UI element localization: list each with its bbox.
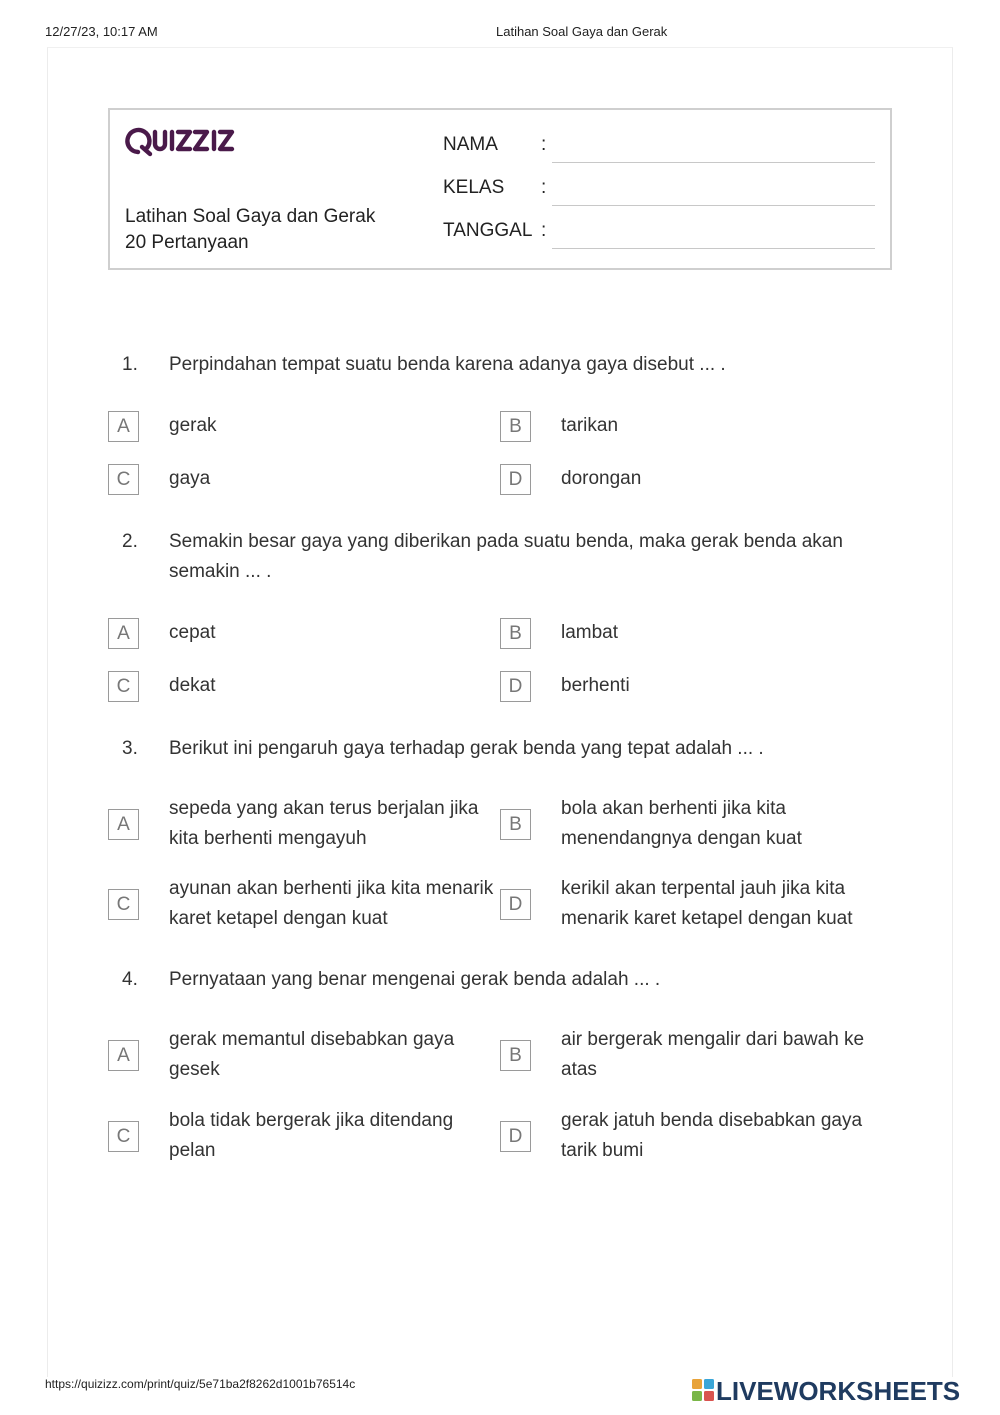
date-label: TANGGAL: [443, 220, 533, 241]
option-1d-text: dorongan: [561, 468, 642, 489]
quiz-title: Latihan Soal Gaya dan Gerak: [125, 206, 376, 227]
question-1-number: 1.: [122, 354, 138, 375]
date-field[interactable]: [443, 220, 875, 246]
option-4d-box[interactable]: D: [500, 1121, 531, 1152]
option-3c-box[interactable]: C: [108, 889, 139, 920]
print-header: [45, 24, 955, 40]
option-4c-box[interactable]: C: [108, 1121, 139, 1152]
date-colon: :: [541, 220, 547, 241]
option-1a-box[interactable]: A: [108, 411, 139, 442]
option-2c-text: dekat: [169, 675, 216, 696]
footer-url: https://quizizz.com/print/quiz/5e71ba2f8262d1001b76514c: [45, 1377, 356, 1391]
name-colon: :: [541, 134, 547, 155]
liveworksheets-wordmark: LIVEWORKSHEETS: [716, 1376, 961, 1406]
option-3d-box[interactable]: D: [500, 889, 531, 920]
date-line[interactable]: [552, 248, 875, 249]
option-3a-box[interactable]: A: [108, 809, 139, 840]
question-2-number: 2.: [122, 531, 138, 552]
option-2a-box[interactable]: A: [108, 618, 139, 649]
class-label: KELAS: [443, 177, 505, 198]
option-1d-box[interactable]: D: [500, 464, 531, 495]
print-title: Latihan Soal Gaya dan Gerak: [496, 24, 668, 39]
option-3c-text: ayunan akan berhenti jika kita menarik karet ketapel dengan kuat: [169, 878, 494, 929]
option-1c-box[interactable]: C: [108, 464, 139, 495]
class-field[interactable]: [443, 177, 875, 203]
option-1b-text: tarikan: [561, 415, 619, 436]
name-label: NAMA: [443, 134, 498, 155]
question-1-text: Perpindahan tempat suatu benda karena adanya gaya disebut ... .: [169, 354, 726, 375]
question-3-number: 3.: [122, 738, 138, 759]
option-3d-text: kerikil akan terpental jauh jika kita menarik karet ketapel dengan kuat: [561, 878, 853, 929]
option-1a-text: gerak: [169, 415, 217, 436]
option-2c-box[interactable]: C: [108, 671, 139, 702]
option-2d-text: berhenti: [561, 675, 630, 696]
option-4c-text: bola tidak bergerak jika ditendang pelan: [169, 1110, 454, 1161]
option-3b-text: bola akan berhenti jika kita menendangnya dengan kuat: [561, 798, 802, 849]
quizizz-logo: [124, 122, 244, 158]
option-2d-box[interactable]: D: [500, 671, 531, 702]
question-4-text: Pernyataan yang benar mengenai gerak benda adalah ... .: [169, 969, 661, 990]
option-1c-text: gaya: [169, 468, 211, 489]
option-3a-text: sepeda yang akan terus berjalan jika kita berhenti mengayuh: [169, 798, 479, 849]
question-count: 20 Pertanyaan: [125, 232, 249, 253]
print-datetime: 12/27/23, 10:17 AM: [45, 24, 158, 39]
option-4b-box[interactable]: B: [500, 1040, 531, 1071]
class-colon: :: [541, 177, 547, 198]
question-2-text: Semakin besar gaya yang diberikan pada suatu benda, maka gerak benda akan semakin ... .: [169, 531, 843, 582]
option-3b-box[interactable]: B: [500, 809, 531, 840]
option-4a-box[interactable]: A: [108, 1040, 139, 1071]
option-1b-box[interactable]: B: [500, 411, 531, 442]
option-2a-text: cepat: [169, 622, 216, 643]
class-line[interactable]: [552, 205, 875, 206]
liveworksheets-grid-icon: [692, 1379, 714, 1401]
liveworksheets-logo: [692, 1376, 992, 1406]
question-4-number: 4.: [122, 969, 138, 990]
option-4a-text: gerak memantul disebabkan gaya gesek: [169, 1029, 455, 1080]
option-2b-box[interactable]: B: [500, 618, 531, 649]
name-line[interactable]: [552, 162, 875, 163]
option-4d-text: gerak jatuh benda disebabkan gaya tarik bumi: [561, 1110, 863, 1161]
option-2b-text: lambat: [561, 622, 619, 643]
name-field[interactable]: [443, 134, 875, 160]
option-4b-text: air bergerak mengalir dari bawah ke atas: [561, 1029, 865, 1080]
question-3-text: Berikut ini pengaruh gaya terhadap gerak benda yang tepat adalah ... .: [169, 738, 764, 759]
